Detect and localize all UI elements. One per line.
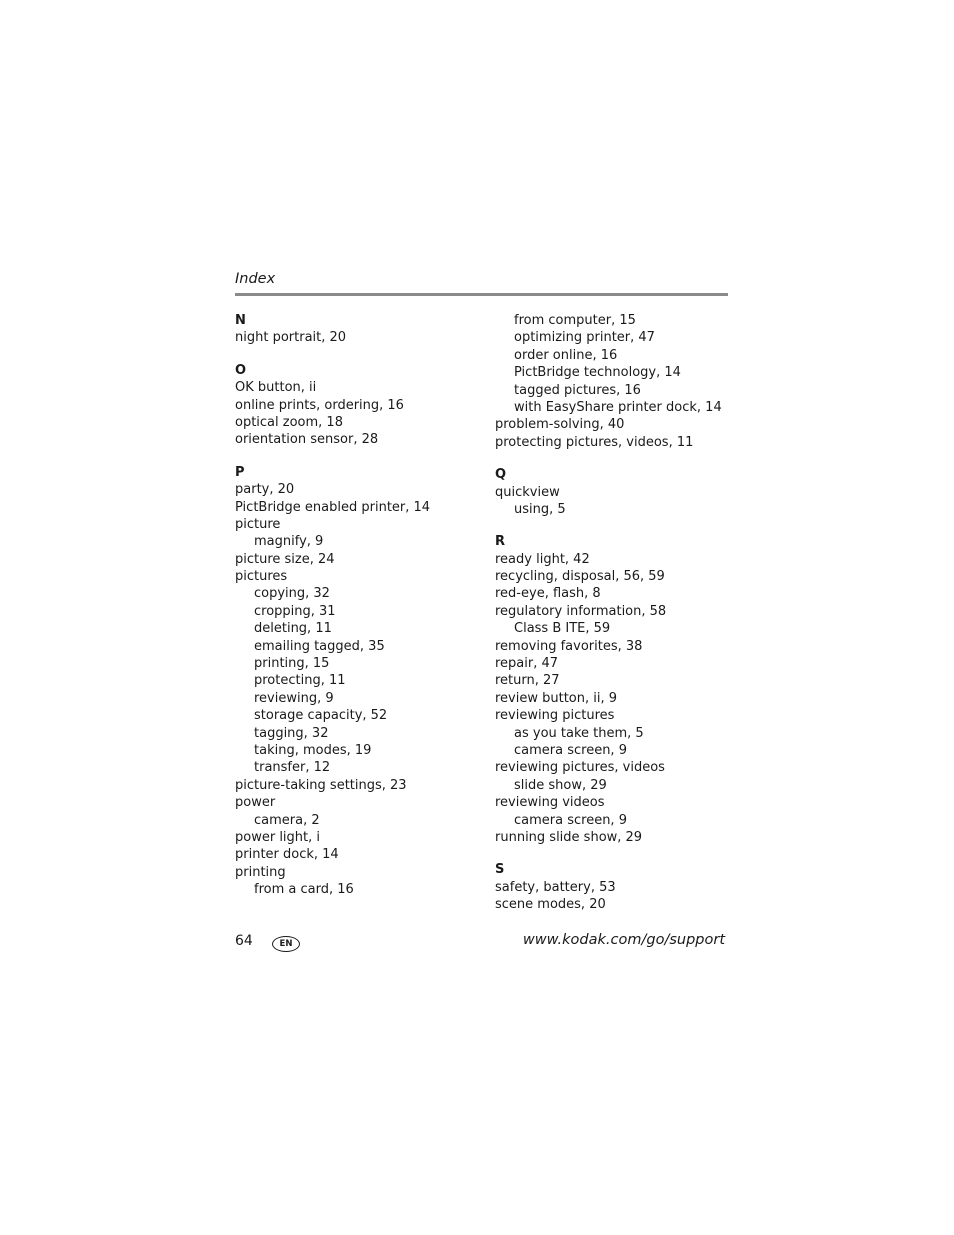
index-entry: orientation sensor, 28 [235, 432, 379, 448]
index-entry: power [235, 795, 276, 811]
running-header: Index [235, 271, 276, 287]
index-entry: reviewing pictures, videos [495, 760, 665, 776]
index-entry: reviewing pictures [495, 708, 615, 724]
index-entry: power light, i [235, 829, 321, 845]
index-entry: regulatory information, 58 [495, 603, 667, 619]
index-entry: printer dock, 14 [235, 847, 339, 863]
index-subentry: Class B ITE, 59 [514, 621, 611, 637]
index-subentry: as you take them, 5 [514, 725, 644, 741]
section-gap [495, 518, 735, 533]
index-subentry: tagging, 32 [254, 725, 329, 741]
index-subentry: emailing tagged, 35 [254, 638, 385, 654]
index-letter-heading: R [495, 534, 506, 550]
index-entry: night portrait, 20 [235, 330, 347, 346]
index-entry: reviewing videos [495, 795, 605, 811]
index-column-right [495, 312, 735, 914]
index-letter-heading: N [235, 313, 246, 328]
index-entry: pictures [235, 569, 288, 585]
index-entry: return, 27 [495, 673, 560, 689]
index-entry: party, 20 [235, 482, 295, 498]
index-subentry: camera screen, 9 [514, 812, 627, 828]
index-subentry: transfer, 12 [254, 760, 331, 776]
index-subentry: tagged pictures, 16 [514, 382, 641, 398]
language-badge-icon: EN [272, 936, 300, 952]
section-gap [235, 347, 475, 362]
index-entry: protecting pictures, videos, 11 [495, 434, 694, 450]
index-subentry: from computer, 15 [514, 313, 636, 328]
index-entry: quickview [495, 484, 560, 500]
index-entry: picture size, 24 [235, 551, 335, 567]
index-subentry: taking, modes, 19 [254, 742, 372, 758]
index-entry: problem-solving, 40 [495, 417, 625, 433]
index-entry: ready light, 42 [495, 551, 590, 567]
index-entry: safety, battery, 53 [495, 879, 616, 895]
index-letter-heading: S [495, 862, 505, 878]
index-subentry: reviewing, 9 [254, 690, 334, 706]
index-subentry: storage capacity, 52 [254, 708, 388, 724]
index-entry: repair, 47 [495, 656, 559, 672]
index-subentry: slide show, 29 [514, 777, 607, 793]
index-subentry: copying, 32 [254, 586, 330, 602]
header-rule [235, 293, 728, 296]
index-subentry: deleting, 11 [254, 621, 332, 637]
index-subentry: cropping, 31 [254, 603, 336, 619]
index-entry: online prints, ordering, 16 [235, 397, 404, 413]
index-entry: printing [235, 864, 286, 880]
index-letter-heading: Q [495, 467, 507, 483]
index-subentry: with EasyShare printer dock, 14 [514, 399, 722, 415]
index-letter-heading: P [235, 464, 245, 480]
index-subentry: order online, 16 [514, 347, 618, 363]
index-subentry: PictBridge technology, 14 [514, 365, 681, 381]
index-subentry: camera, 2 [254, 812, 320, 828]
index-subentry: optimizing printer, 47 [514, 330, 655, 346]
index-entry: PictBridge enabled printer, 14 [235, 499, 431, 515]
index-entry: optical zoom, 18 [235, 414, 343, 430]
index-subentry: camera screen, 9 [514, 742, 627, 758]
index-subentry: printing, 15 [254, 656, 330, 672]
index-subentry: from a card, 16 [254, 882, 354, 898]
index-entry: recycling, disposal, 56, 59 [495, 569, 665, 585]
index-entry: running slide show, 29 [495, 829, 643, 845]
index-entry: review button, ii, 9 [495, 690, 618, 706]
page-number: 64 [235, 933, 253, 949]
index-entry: OK button, ii [235, 380, 317, 396]
support-url: www.kodak.com/go/support [522, 932, 725, 948]
index-entry: picture [235, 516, 281, 532]
index-entry: scene modes, 20 [495, 897, 606, 913]
section-gap [495, 451, 735, 466]
index-subentry: using, 5 [514, 501, 566, 517]
index-subentry: magnify, 9 [254, 534, 324, 550]
index-letter-heading: O [235, 362, 247, 378]
index-entry: removing favorites, 38 [495, 638, 643, 654]
section-gap [495, 846, 735, 861]
index-subentry: protecting, 11 [254, 673, 346, 689]
index-entry: red-eye, flash, 8 [495, 586, 601, 602]
index-entry: picture-taking settings, 23 [235, 777, 407, 793]
index-column-left [235, 312, 475, 899]
section-gap [235, 449, 475, 464]
